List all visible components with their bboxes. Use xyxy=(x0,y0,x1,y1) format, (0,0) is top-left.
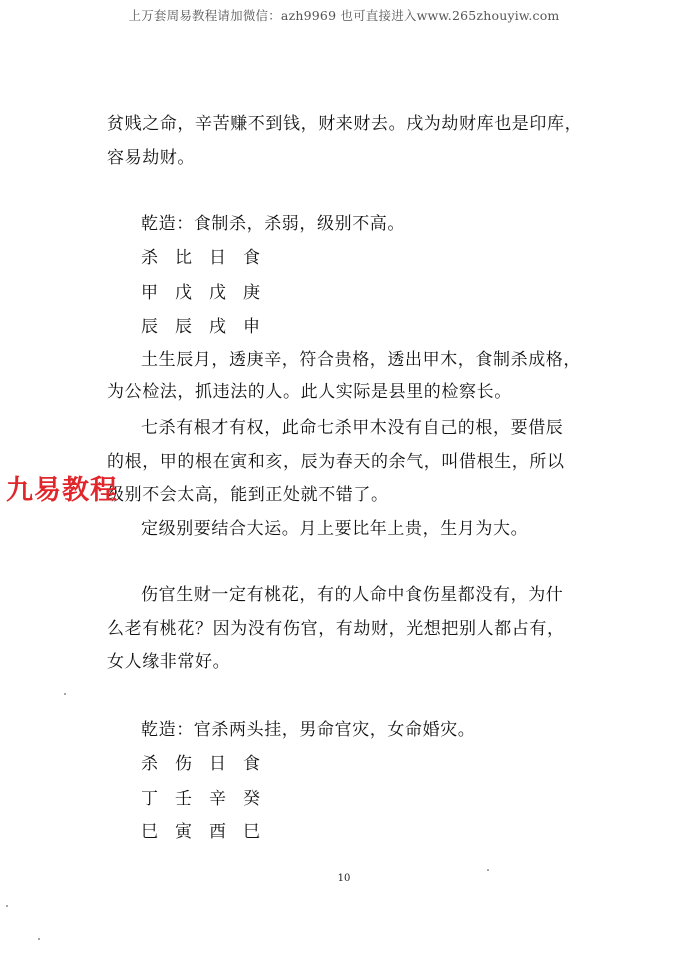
chart-cell: 日 xyxy=(209,754,226,774)
chart-cell: 日 xyxy=(209,248,226,268)
paragraph-line: 女人缘非常好。 xyxy=(107,652,231,672)
paragraph-line: 贫贱之命，辛苦赚不到钱，财来财去。戌为劫财库也是印库， xyxy=(107,114,583,134)
chart-row xyxy=(141,315,277,339)
chart-cell: 癸 xyxy=(243,789,260,809)
chart-cell: 巳 xyxy=(141,822,158,842)
paragraph-line: 为公检法，抓违法的人。此人实际是县里的检察长。 xyxy=(107,382,512,402)
chart-cell: 壬 xyxy=(175,789,192,809)
chart-row xyxy=(141,281,277,305)
page-header-banner: 上万套周易教程请加微信：azh9969 也可直接进入www.265zhouyiw.com xyxy=(128,8,560,23)
chart-cell: 巳 xyxy=(243,822,260,842)
chart-cell: 酉 xyxy=(209,822,226,842)
watermark-logo: 九易教程 xyxy=(6,475,118,506)
chart-cell: 伤 xyxy=(175,754,192,774)
paragraph-line: 定级别要结合大运。月上要比年上贵，生月为大。 xyxy=(141,519,529,539)
scan-speck xyxy=(38,938,40,940)
paragraph-line: 级别不会太高，能到正处就不错了。 xyxy=(107,485,389,505)
chart-cell: 庚 xyxy=(243,283,260,303)
chart-title: 乾造：食制杀，杀弱，级别不高。 xyxy=(141,214,405,234)
page-number: 10 xyxy=(337,873,351,884)
paragraph-line: 么老有桃花？因为没有伤官，有劫财，光想把别人都占有， xyxy=(107,619,565,639)
paragraph-line: 的根，甲的根在寅和亥，辰为春天的余气，叫借根生，所以 xyxy=(107,452,565,472)
chart-cell: 戊 xyxy=(209,283,226,303)
chart-cell: 辰 xyxy=(141,317,158,337)
chart-cell: 食 xyxy=(243,754,260,774)
chart-cell: 丁 xyxy=(141,789,158,809)
chart-cell: 戌 xyxy=(209,317,226,337)
paragraph-line: 容易劫财。 xyxy=(107,148,195,168)
chart-cell: 申 xyxy=(243,317,260,337)
chart-title: 乾造：官杀两头挂，男命官灾，女命婚灾。 xyxy=(141,720,476,740)
chart-cell: 杀 xyxy=(141,248,158,268)
chart-cell: 寅 xyxy=(175,822,192,842)
scan-speck xyxy=(6,905,8,907)
chart-cell: 辰 xyxy=(175,317,192,337)
chart-row xyxy=(141,752,277,776)
chart-cell: 甲 xyxy=(141,283,158,303)
paragraph-line: 土生辰月，透庚辛，符合贵格，透出甲木，食制杀成格， xyxy=(141,350,581,370)
chart-cell: 杀 xyxy=(141,754,158,774)
chart-cell: 戊 xyxy=(175,283,192,303)
chart-row xyxy=(141,787,277,811)
chart-cell: 辛 xyxy=(209,789,226,809)
chart-cell: 食 xyxy=(243,248,260,268)
paragraph-line: 七杀有根才有权，此命七杀甲木没有自己的根，要借辰 xyxy=(141,418,564,438)
chart-cell: 比 xyxy=(175,248,192,268)
chart-row xyxy=(141,820,277,844)
chart-row xyxy=(141,246,277,270)
scan-speck xyxy=(64,693,66,695)
scan-speck xyxy=(487,869,489,871)
paragraph-line: 伤官生财一定有桃花，有的人命中食伤星都没有，为什 xyxy=(141,585,564,605)
